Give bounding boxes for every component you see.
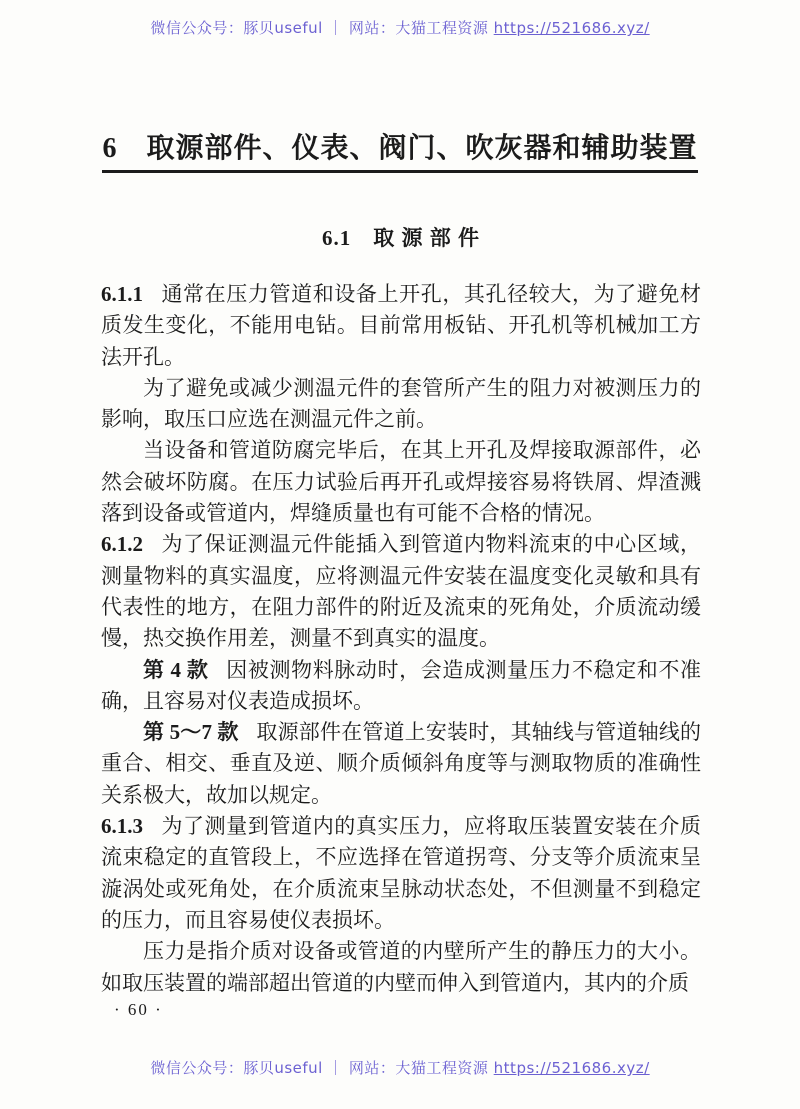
watermark-url-link[interactable]: https://521686.xyz/ xyxy=(493,1059,650,1077)
paragraph-text: 通常在压力管道和设备上开孔，其孔径较大，为了避免材质发生变化，不能用电钻。目前常用板钻、开孔机等机械加工方法开孔。 xyxy=(101,282,701,369)
paragraph xyxy=(101,529,701,654)
chapter-title: 6 取源部件、仪表、阀门、吹灰器和辅助装置 xyxy=(102,126,697,173)
paragraph-text: 为了避免或减少测温元件的套管所产生的阻力对被测压力的影响，取压口应选在测温元件之前。 xyxy=(101,375,701,432)
watermark-text: 微信公众号：豚贝useful ｜ 网站：大猫工程资源 xyxy=(150,1059,489,1077)
paragraph xyxy=(101,717,701,811)
paragraph-text: 压力是指介质对设备或管道的内壁所产生的静压力的大小。如取压装置的端部超出管道的内壁而伸入到管道内，其内的介质 xyxy=(101,939,701,995)
watermark-url-link[interactable]: https://521686.xyz/ xyxy=(493,19,650,37)
paragraph xyxy=(101,936,701,999)
paragraph xyxy=(101,373,701,436)
watermark-top xyxy=(0,17,800,38)
section-title: 6.1 取 源 部 件 xyxy=(322,226,480,250)
paragraph-text: 当设备和管道防腐完毕后，在其上开孔及焊接取源部件，必然会破坏防腐。在压力试验后再开孔或焊接容易将铁屑、焊渣溅落到设备或管道内，焊缝质量也有可能不合格的情况。 xyxy=(101,438,701,526)
paragraph-text: 为了测量到管道内的真实压力，应将取压装置安装在介质流束稳定的直管段上，不应选择在管道拐弯、分支等介质流束呈漩涡处或死角处，在介质流束呈脉动状态处，不但测量不到稳定的压力，而且容易使仪表损坏。 xyxy=(101,814,701,932)
paragraph xyxy=(101,811,701,936)
paragraph-text: 为了保证测温元件能插入到管道内物料流束的中心区域，测量物料的真实温度，应将测温元件安装在温度变化灵敏和具有代表性的地方，在阻力部件的附近及流束的死角处，介质流动缓慢，热交换作用差，测量不到真实的温度。 xyxy=(101,532,701,651)
document-body xyxy=(101,222,701,999)
page-number: · 60 · xyxy=(114,1000,163,1019)
paragraph-label: 第 5～7 款 xyxy=(143,720,239,745)
chapter-title-wrap xyxy=(0,126,800,173)
paragraph xyxy=(101,279,701,373)
paragraph-label: 6.1.2 xyxy=(101,532,143,557)
paragraph-text: 因被测物料脉动时，会造成测量压力不稳定和不准确，且容易对仪表造成损坏。 xyxy=(101,657,702,713)
paragraph xyxy=(101,435,701,529)
paragraph xyxy=(101,655,701,718)
paragraph-label: 6.1.3 xyxy=(101,814,143,839)
paragraph-label: 6.1.1 xyxy=(101,282,143,306)
watermark-bottom xyxy=(0,1057,800,1078)
paragraph-label: 第 4 款 xyxy=(143,657,209,682)
paragraph-text: 取源部件在管道上安装时，其轴线与管道轴线的重合、相交、垂直及逆、顺介质倾斜角度等与测取物质的准确性关系极大，故加以规定。 xyxy=(101,720,702,807)
watermark-text: 微信公众号：豚贝useful ｜ 网站：大猫工程资源 xyxy=(150,19,489,37)
